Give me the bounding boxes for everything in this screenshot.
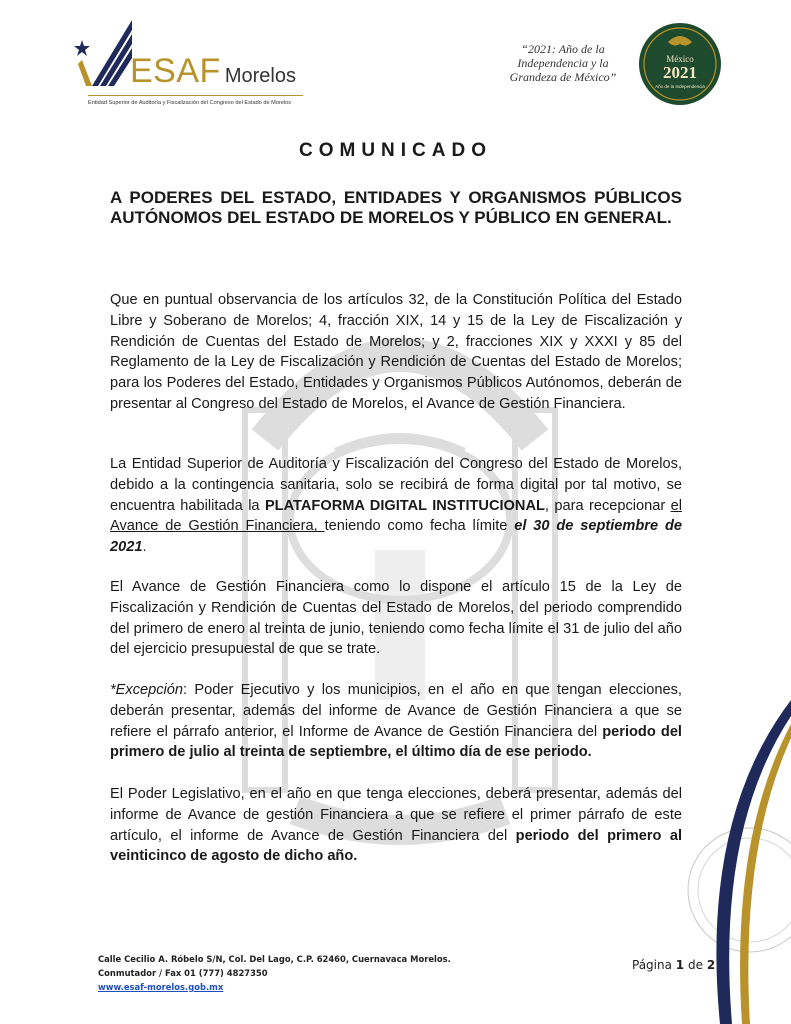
footer-phone: Conmutador / Fax 01 (777) 4827350 — [98, 968, 268, 978]
decorative-swoosh — [670, 700, 791, 1024]
esaf-logo-wordmark — [130, 52, 296, 91]
page-of: de — [687, 958, 703, 972]
footer-contact — [98, 952, 451, 994]
motto-line: Independencia y la — [517, 56, 609, 70]
logo-region: Morelos — [224, 65, 296, 87]
underlined-subject: el Avance de Gestión Financiera, — [110, 497, 682, 535]
mexico-2021-seal-icon — [638, 22, 722, 106]
addressee-heading: A PODERES DEL ESTADO, ENTIDADES Y ORGANISMOS PÚBLICOS AUTÓNOMOS DEL ESTADO DE MORELOS Y PÚBLICO EN GENERAL. — [110, 188, 682, 227]
seal-text-top: México — [666, 54, 694, 64]
text-run: , para recepcionar — [544, 497, 671, 514]
seal-text-bottom: Año de la Independencia — [655, 84, 705, 89]
motto-line: “2021: Año de la — [521, 42, 605, 56]
text-run: : Poder Ejecutivo y los municipios, en el año en que tengan elecciones, deberán presentar, además del informe de Avance de Gestión Financiera a que se refiere el párrafo anterior, el Informe de Avance de Gestión Financiera del — [110, 682, 682, 740]
paragraph-digital-platform — [110, 454, 682, 558]
footer-address: Calle Cecilio A. Róbelo S/N, Col. Del Lago, C.P. 62460, Cuernavaca Morelos. — [98, 954, 451, 964]
paragraph-legal-basis: Que en puntual observancia de los artículos 32, de la Constitución Política del Estado Libre y Soberano de Morelos; 4, fracción XIX, 14 y 15 de la Ley de Fiscalización y Rendición de Cuentas del Estado de Morelos; y 2, fracciones XIX y XXXI y 85 del Reglamento de la Ley de Fiscalización y Rendición de Cuentas del Estado de Morelos; para los Poderes del Estado, Entidades y Organismos Públicos Autónomos, deberán de presentar al Congreso del Estado de Morelos, el Avance de Gestión Financiera. — [110, 292, 682, 412]
text-run: . — [142, 539, 147, 556]
text-run: teniendo como fecha límite — [324, 518, 515, 535]
seal-year: 2021 — [663, 63, 697, 82]
page-word: Página — [632, 958, 672, 972]
page-total: 2 — [706, 958, 716, 972]
page-current: 1 — [675, 958, 685, 972]
year-motto — [496, 42, 630, 84]
motto-line: Grandeza de México” — [509, 70, 617, 84]
paragraph-legislative — [110, 784, 682, 867]
text-run: El Poder Legislativo, en el año en que tenga elecciones, deberá presentar, además del informe de Avance de gestión Financiera a que se refiere el primer párrafo de este artículo, el informe de Avance de Gestión Financiera del — [110, 786, 682, 844]
document-title: COMUNICADO — [299, 140, 492, 161]
platform-name: PLATAFORMA DIGITAL INSTITUCIONAL — [264, 497, 545, 514]
logo-name: ESAF — [130, 52, 221, 90]
logo-subtitle: Entidad Superior de Auditoría y Fiscalización del Congreso del Estado de Morelos — [88, 100, 292, 106]
logo-divider — [88, 95, 303, 96]
esaf-logo-icon — [70, 16, 136, 92]
page-number — [632, 958, 715, 972]
exception-period: periodo del primero de julio al treinta de septiembre, el último día de ese periodo. — [110, 723, 682, 761]
paragraph-exception — [110, 680, 682, 763]
footer-website-link[interactable]: www.esaf-morelos.gob.mx — [98, 982, 224, 992]
text-run: La Entidad Superior de Auditoría y Fiscalización del Congreso del Estado de Morelos, debido a la contingencia sanitaria, solo se recibirá de forma digital por tal motivo, se encuentra habilitada la — [110, 456, 682, 514]
exception-label: *Excepción — [110, 682, 184, 698]
paragraph-period: El Avance de Gestión Financiera como lo dispone el artículo 15 de la Ley de Fiscalización y Rendición de Cuentas del Estado de Morelos, del periodo comprendido del primero de enero al treinta de junio, teniendo como fecha límite el 31 de julio del año del ejercicio presupuestal de que se trate. — [110, 579, 682, 658]
deadline-date: el 30 de septiembre de 2021 — [110, 518, 682, 556]
legislative-period: periodo del primero al veinticinco de agosto de dicho año. — [110, 827, 683, 865]
